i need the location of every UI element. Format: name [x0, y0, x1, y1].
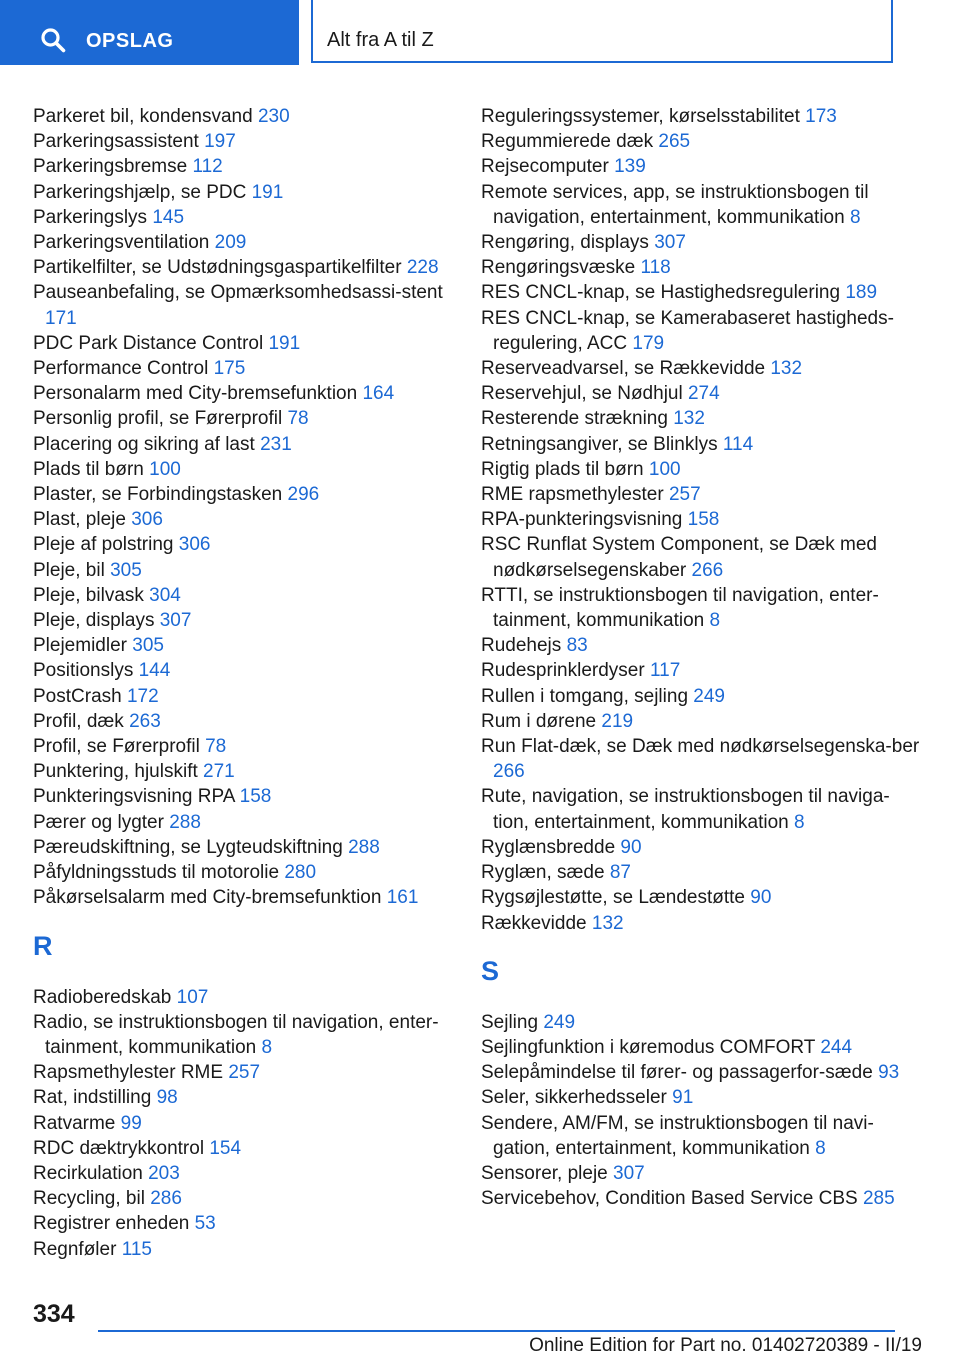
index-entry [33, 331, 463, 356]
index-entry-text: Rudesprinklerdyser [481, 660, 645, 682]
page-reference-link[interactable]: 307 [654, 232, 686, 254]
index-entry [33, 558, 463, 583]
page-reference-link[interactable]: 271 [203, 761, 235, 783]
index-entry [33, 180, 463, 205]
page-reference-link[interactable]: 191 [251, 181, 284, 203]
page-reference-link[interactable]: 306 [131, 509, 163, 531]
index-column-right [481, 104, 921, 1211]
index-entry [33, 381, 463, 406]
index-entry [481, 860, 921, 885]
index-entry-text: Rullen i tomgang, sejling [481, 685, 689, 707]
index-entry-text: Ryglænsbredde [481, 836, 616, 858]
page-reference-link[interactable]: 87 [609, 862, 631, 884]
page-reference-link[interactable]: 98 [156, 1087, 178, 1109]
page-reference-link[interactable]: 307 [613, 1162, 645, 1184]
index-entry [481, 230, 921, 255]
page-reference-link[interactable]: 307 [159, 610, 192, 632]
page-header [0, 0, 960, 66]
index-entry-text: RTTI, se instruktionsbogen til navigation, enter-tainment, kommunikation [481, 584, 879, 632]
page-reference-link[interactable]: 173 [805, 106, 837, 127]
index-entry-text: Reguleringssystemer, kørselsstabilitet [481, 106, 800, 127]
index-entry [481, 709, 921, 734]
index-entry [481, 457, 921, 482]
index-entry [33, 457, 463, 482]
page-reference-link[interactable]: 118 [640, 257, 671, 279]
index-entry [33, 658, 463, 683]
page-reference-link[interactable]: 117 [649, 660, 681, 682]
index-entry [481, 482, 921, 507]
section-letter: S [481, 955, 500, 986]
index-entry [33, 1060, 463, 1085]
chapter-title: Alt fra A til Z [327, 29, 434, 51]
index-entry-text: Punktering, hjulskift [33, 761, 198, 783]
page-reference-link[interactable]: 175 [213, 358, 246, 380]
index-entry [33, 205, 463, 230]
index-entry-text: PostCrash [33, 685, 122, 707]
index-entry [33, 1010, 463, 1060]
index-entry [33, 1211, 463, 1236]
index-entry [33, 709, 463, 734]
page-reference-link[interactable]: 8 [261, 1036, 273, 1058]
page-reference-link[interactable]: 154 [209, 1137, 242, 1159]
search-tab[interactable] [0, 0, 299, 65]
index-entry-text: Rute, navigation, se instruktionsbogen til naviga-tion, entertainment, kommunikation [481, 786, 890, 833]
index-entry [481, 356, 921, 381]
page-reference-link[interactable]: 115 [121, 1238, 152, 1260]
index-entry [33, 1111, 463, 1136]
index-entry-text: Pleje af polstring [33, 534, 174, 556]
index-entry-text: Positionslys [33, 660, 134, 682]
index-entry [33, 633, 463, 658]
index-entry-text: Profil, dæk [33, 710, 124, 732]
index-entry-text: Radioberedskab [33, 986, 172, 1008]
index-entry-text: Recirkulation [33, 1162, 143, 1184]
index-entry-text: Rengøring, displays [481, 232, 649, 254]
index-entry [33, 1161, 463, 1186]
index-entry-text: Pæreudskiftning, se Lygteudskiftning [33, 836, 343, 858]
index-entry-text: Pleje, displays [33, 610, 155, 632]
index-entry-text: RES CNCL-knap, se Hastighedsregulering [481, 282, 841, 304]
page-reference-link[interactable]: 100 [149, 458, 181, 480]
index-entry-text: Recycling, bil [33, 1188, 145, 1210]
index-entry-text: Resterende strækning [481, 408, 668, 430]
page-reference-link[interactable]: 249 [543, 1011, 576, 1033]
index-entry [33, 154, 463, 179]
page-reference-link[interactable]: 107 [176, 986, 209, 1008]
page-reference-link[interactable]: 266 [493, 761, 525, 783]
index-entry-text: Pleje, bilvask [33, 584, 144, 606]
index-entry [481, 885, 921, 910]
index-entry-text: Placering og sikring af last [33, 433, 255, 455]
index-entry-text: Rygsøjlestøtte, se Lændestøtte [481, 887, 745, 909]
page-reference-link[interactable]: 179 [632, 332, 665, 354]
page-reference-link[interactable]: 296 [287, 484, 320, 506]
index-entry [33, 734, 463, 759]
page-reference-link[interactable]: 114 [722, 433, 754, 455]
index-entry [481, 658, 921, 683]
page-reference-link[interactable]: 263 [129, 710, 161, 732]
page-reference-link[interactable]: 8 [794, 811, 805, 833]
search-icon [40, 27, 66, 53]
index-entry-text: Sejlingfunktion i køremodus COMFORT [481, 1036, 816, 1058]
page-reference-link[interactable]: 53 [194, 1213, 216, 1235]
page-reference-link[interactable]: 83 [566, 635, 588, 657]
index-entry [481, 1060, 921, 1085]
page-reference-link[interactable]: 78 [287, 408, 309, 430]
page-reference-link[interactable]: 305 [132, 635, 164, 657]
footer-divider [98, 1330, 895, 1332]
page-reference-link[interactable]: 158 [239, 786, 272, 808]
index-entry-text: Plads til børn [33, 458, 144, 480]
index-entry-text: Parkeringsventilation [33, 232, 210, 254]
index-entry-text: Ratvarme [33, 1112, 116, 1134]
index-entry-text: Retningsangiver, se Blinklys [481, 433, 718, 455]
page-reference-link[interactable]: 91 [672, 1087, 694, 1109]
index-entry [481, 835, 921, 860]
page-reference-link[interactable]: 93 [878, 1062, 900, 1084]
page-reference-link[interactable]: 132 [591, 912, 624, 934]
index-entry-text: Rapsmethylester RME [33, 1062, 224, 1084]
page-reference-link[interactable]: 132 [673, 408, 705, 430]
page-reference-link[interactable]: 161 [386, 887, 419, 909]
index-entry-text: Sensorer, pleje [481, 1162, 608, 1184]
section-letter: R [33, 930, 53, 961]
page-reference-link[interactable]: 171 [45, 307, 77, 329]
page-reference-link[interactable]: 288 [348, 836, 380, 858]
index-entry-text: Reservehjul, se Nødhjul [481, 383, 683, 405]
page-reference-link[interactable]: 164 [362, 383, 395, 405]
index-entry-text: Parkeringsassistent [33, 131, 199, 153]
index-entry [481, 1186, 921, 1211]
index-entry [33, 280, 463, 330]
index-entry-text: Personalarm med City-bremsefunktion [33, 383, 358, 405]
page-reference-link[interactable]: 230 [257, 106, 290, 127]
page-reference-link[interactable]: 191 [268, 332, 301, 354]
index-entry-text: Pærer og lygter [33, 811, 164, 833]
index-entry [481, 784, 921, 834]
search-label: OPSLAG [86, 30, 174, 52]
index-entry-text: RPA-punkteringsvisning [481, 509, 683, 531]
index-entry-text: Rat, indstilling [33, 1087, 152, 1109]
index-entry-text: Sejling [481, 1011, 539, 1033]
page-reference-link[interactable]: 257 [228, 1062, 261, 1084]
index-entry-text: Pleje, bil [33, 559, 105, 581]
index-entry-text: Rengøringsvæske [481, 257, 636, 279]
page-reference-link[interactable]: 305 [110, 559, 142, 581]
index-entry [481, 1161, 921, 1186]
page-reference-link[interactable]: 249 [693, 685, 725, 707]
footer-edition: Online Edition for Part no. 01402720389 - II/19 [529, 1335, 922, 1356]
index-entry [33, 1136, 463, 1161]
index-entry [33, 406, 463, 431]
index-entry-text: Parkeringsbremse [33, 156, 188, 178]
page-reference-link[interactable]: 219 [601, 710, 634, 732]
page-reference-link[interactable]: 8 [815, 1137, 826, 1159]
page-reference-link[interactable]: 257 [668, 484, 701, 506]
index-entry [33, 784, 463, 809]
index-entry-text: Run Flat-dæk, se Dæk med nødkørselsegenska-ber [481, 736, 920, 758]
page-reference-link[interactable]: 288 [169, 811, 201, 833]
index-entry-text: Plejemidler [33, 635, 127, 657]
page-reference-link[interactable]: 99 [120, 1112, 142, 1134]
index-entry [33, 684, 463, 709]
index-entry [33, 230, 463, 255]
page-reference-link[interactable]: 274 [687, 383, 720, 405]
index-entry-text: Pauseanbefaling, se Opmærksomhedsassi-stent [33, 282, 443, 304]
page-reference-link[interactable]: 90 [750, 887, 772, 909]
index-entry-text: Rigtig plads til børn [481, 458, 644, 480]
page-reference-link[interactable]: 145 [152, 206, 185, 228]
page-reference-link[interactable]: 228 [406, 257, 439, 279]
index-entry-text: Partikelfilter, se Udstødningsgaspartikelfilter [33, 257, 402, 279]
index-entry-text: Rejsecomputer [481, 156, 609, 178]
index-entry-text: Rum i dørene [481, 710, 597, 732]
page-reference-link[interactable]: 304 [149, 584, 181, 606]
index-entry-text: Parkeringshjælp, se PDC [33, 181, 247, 203]
index-entry [481, 255, 921, 280]
index-entry [33, 255, 463, 280]
index-entry-text: Personlig profil, se Førerprofil [33, 408, 283, 430]
index-entry-text: Parkeringslys [33, 206, 148, 228]
index-entry [33, 532, 463, 557]
page-reference-link[interactable]: 265 [658, 131, 691, 153]
index-entry [481, 129, 921, 154]
page-reference-link[interactable]: 286 [150, 1188, 182, 1210]
index-column-left [33, 104, 463, 1262]
index-entry [33, 104, 463, 129]
index-entry [33, 608, 463, 633]
index-entry [481, 381, 921, 406]
index-entry [481, 280, 921, 305]
page-number: 334 [33, 1300, 75, 1328]
page-reference-link[interactable]: 112 [192, 156, 223, 178]
index-entry [33, 860, 463, 885]
page-reference-link[interactable]: 280 [284, 862, 317, 884]
page-reference-link[interactable]: 144 [138, 660, 171, 682]
index-entry-text: Rækkevidde [481, 912, 587, 934]
page-reference-link[interactable]: 244 [820, 1036, 853, 1058]
index-entry [481, 911, 921, 936]
index-entry-text: Punkteringsvisning RPA [33, 786, 235, 808]
page-reference-link[interactable]: 78 [205, 736, 227, 758]
page-reference-link[interactable]: 132 [770, 358, 803, 380]
page-reference-link[interactable]: 8 [849, 206, 861, 228]
page-reference-link[interactable]: 203 [148, 1162, 180, 1184]
page-reference-link[interactable]: 90 [620, 836, 642, 858]
index-entry-text: Reserveadvarsel, se Rækkevidde [481, 358, 766, 380]
index-entry-text: Regnføler [33, 1238, 117, 1260]
index-entry [481, 1035, 921, 1060]
index-entry-text: Plast, pleje [33, 509, 126, 531]
page-reference-link[interactable]: 100 [648, 458, 681, 480]
index-entry [481, 406, 921, 431]
index-entry-text: Påkørselsalarm med City-bremsefunktion [33, 887, 382, 909]
index-entry [33, 1237, 463, 1262]
page-reference-link[interactable]: 197 [204, 131, 236, 153]
index-entry [481, 734, 921, 784]
index-entry [33, 356, 463, 381]
index-entry [33, 759, 463, 784]
index-entry-text: Registrer enheden [33, 1213, 190, 1235]
index-entry-text: Remote services, app, se instruktionsbogen til navigation, entertainment, kommunikation [481, 181, 869, 228]
index-entry [481, 684, 921, 709]
page-reference-link[interactable]: 8 [709, 610, 721, 632]
index-entry-text: Seler, sikkerhedsseler [481, 1087, 667, 1109]
index-entry [481, 633, 921, 658]
index-entry [481, 1111, 921, 1161]
index-entry [33, 885, 463, 910]
index-entry-text: Regummierede dæk [481, 131, 654, 153]
page-reference-link[interactable]: 139 [614, 156, 646, 178]
index-entry [481, 154, 921, 179]
index-entry [33, 432, 463, 457]
index-entry-text: RSC Runflat System Component, se Dæk med nødkørselsegenskaber [481, 534, 877, 581]
index-entry [481, 306, 921, 356]
index-entry [33, 1186, 463, 1211]
index-entry [33, 985, 463, 1010]
index-entry [481, 583, 921, 633]
index-entry-text: Profil, se Førerprofil [33, 736, 200, 758]
index-entry [481, 180, 921, 230]
index-entry-text: Parkeret bil, kondensvand [33, 106, 253, 127]
index-entry [33, 810, 463, 835]
index-entry [481, 532, 921, 582]
page-reference-link[interactable]: 306 [178, 534, 211, 556]
index-entry [481, 104, 921, 129]
index-entry-text: Sendere, AM/FM, se instruktionsbogen til navi-gation, entertainment, kommunikation [481, 1112, 874, 1159]
page-reference-link[interactable]: 209 [214, 232, 247, 254]
index-entry-text: Performance Control [33, 358, 209, 380]
index-entry [33, 583, 463, 608]
page-reference-link[interactable]: 266 [691, 559, 724, 581]
chapter-tab[interactable] [311, 0, 893, 63]
index-entry-text: Påfyldningsstuds til motorolie [33, 862, 280, 884]
page-reference-link[interactable]: 158 [687, 509, 720, 531]
index-entry [33, 1085, 463, 1110]
index-entry-text: Ryglæn, sæde [481, 862, 605, 884]
index-entry-text: PDC Park Distance Control [33, 332, 264, 354]
page-reference-link[interactable]: 189 [845, 282, 878, 304]
index-entry [481, 1085, 921, 1110]
index-entry-text: Rudehejs [481, 635, 562, 657]
index-entry [481, 1010, 921, 1035]
index-entry-text: Plaster, se Forbindingstasken [33, 484, 283, 506]
index-entry [33, 482, 463, 507]
index-entry-text: Radio, se instruktionsbogen til navigation, enter-tainment, kommunikation [33, 1011, 439, 1058]
index-entry [33, 835, 463, 860]
index-entry [33, 129, 463, 154]
index-entry [33, 507, 463, 532]
index-entry [481, 507, 921, 532]
index-entry [481, 432, 921, 457]
index-entry-text: RDC dæktrykkontrol [33, 1137, 205, 1159]
page-reference-link[interactable]: 172 [126, 685, 159, 707]
index-entry-text: RES CNCL-knap, se Kamerabaseret hastigheds-regulering, ACC [481, 307, 894, 354]
page-reference-link[interactable]: 285 [862, 1188, 895, 1210]
page-reference-link[interactable]: 231 [260, 433, 292, 455]
index-entry-text: Selepåmindelse til fører- og passagerfor-sæde [481, 1062, 873, 1084]
index-entry-text: RME rapsmethylester [481, 484, 664, 506]
index-entry-text: Servicebehov, Condition Based Service CBS [481, 1188, 858, 1210]
